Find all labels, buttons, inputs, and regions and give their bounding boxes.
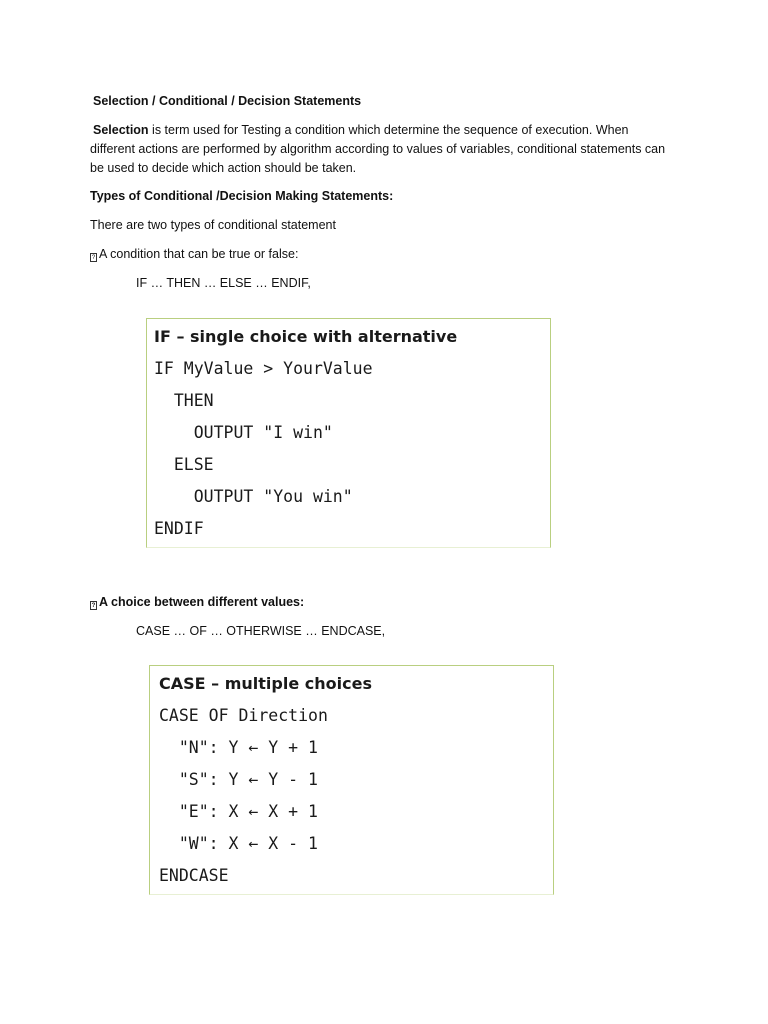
bullet-item-1	[90, 245, 298, 264]
section-heading: Selection / Conditional / Decision Statements	[93, 94, 362, 108]
missing-glyph-icon: ?	[91, 603, 96, 609]
code-line: "N": Y ← Y + 1	[159, 738, 318, 757]
code-line: ENDIF	[154, 519, 204, 538]
code-line: "E": X ← X + 1	[159, 802, 318, 821]
bullet-2-text: A choice between different values:	[99, 595, 305, 609]
intro-line-3: be used to decide which action should be taken.	[90, 161, 357, 175]
if-box-title: IF – single choice with alternative	[154, 327, 458, 346]
code-line: "W": X ← X - 1	[159, 834, 318, 853]
code-line: IF MyValue > YourValue	[154, 359, 373, 378]
code-line: OUTPUT "You win"	[154, 487, 353, 506]
code-line: CASE OF Direction	[159, 706, 328, 725]
intro-line-1	[93, 121, 628, 140]
if-syntax: IF … THEN … ELSE … ENDIF,	[136, 276, 311, 290]
code-line: "S": Y ← Y - 1	[159, 770, 318, 789]
code-line: THEN	[154, 391, 214, 410]
bullet-item-2	[90, 593, 304, 612]
case-syntax: CASE … OF … OTHERWISE … ENDCASE,	[136, 624, 386, 638]
bullet-1-text: A condition that can be true or false:	[99, 247, 299, 261]
missing-glyph-icon: ?	[91, 255, 96, 261]
case-code-box	[149, 665, 554, 895]
code-line: ENDCASE	[159, 866, 229, 885]
two-types-text: There are two types of conditional statement	[90, 218, 336, 232]
intro-line-1-text: is term used for Testing a condition which determine the sequence of execution. When	[148, 123, 629, 137]
code-line: ELSE	[154, 455, 214, 474]
types-heading: Types of Conditional /Decision Making Statements:	[90, 189, 394, 203]
intro-term: Selection	[93, 123, 149, 137]
case-box-title: CASE – multiple choices	[159, 674, 372, 693]
if-code-box	[146, 318, 551, 548]
code-line: OUTPUT "I win"	[154, 423, 333, 442]
intro-line-2: different actions are performed by algorithm according to values of variables, conditional statements can	[90, 142, 666, 156]
